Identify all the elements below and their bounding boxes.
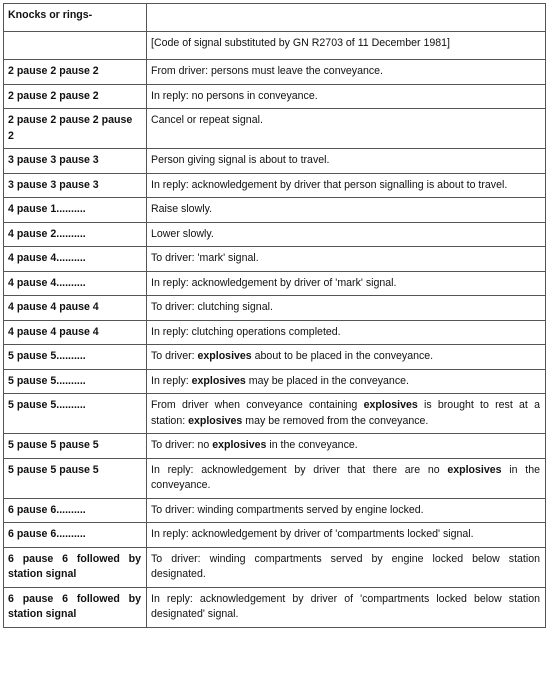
meaning-text: In reply: acknowledgement by driver that there are no [151, 463, 448, 476]
emphasized-term: explosives [191, 374, 246, 387]
knocks-cell: 5 pause 5.......... [4, 345, 147, 370]
table-row [4, 296, 546, 321]
meaning-text: In reply: clutching operations completed. [151, 325, 341, 338]
meaning-cell [147, 547, 546, 587]
knocks-cell: 4 pause 1.......... [4, 198, 147, 223]
meaning-cell [147, 271, 546, 296]
knocks-cell: 5 pause 5 pause 5 [4, 458, 147, 498]
table-row [4, 523, 546, 548]
knocks-cell: 4 pause 4 pause 4 [4, 320, 147, 345]
knocks-cell: 4 pause 4.......... [4, 271, 147, 296]
meaning-text: in the conveyance. [266, 439, 358, 451]
meaning-text: about to be placed in the conveyance. [251, 350, 434, 362]
meaning-cell [147, 587, 546, 627]
meaning-cell [147, 394, 546, 434]
table-row [4, 320, 546, 345]
emphasized-term: explosives [197, 350, 252, 362]
knocks-cell: 6 pause 6.......... [4, 523, 147, 548]
emphasized-term: explosives [212, 439, 267, 451]
amendment-note: [Code of signal substituted by GN R2703 of 11 December 1981] [147, 32, 546, 60]
emphasized-term: explosives [188, 414, 243, 427]
meaning-cell [147, 84, 546, 109]
table-row [4, 345, 546, 370]
meaning-text: To driver: winding compartments served by engine locked below station designated. [151, 552, 540, 580]
note-empty-cell [4, 32, 147, 60]
meaning-text: may be placed in the conveyance. [245, 374, 409, 387]
column-header-knocks: Knocks or rings- [4, 4, 147, 32]
knocks-cell: 6 pause 6.......... [4, 498, 147, 523]
meaning-cell [147, 60, 546, 85]
emphasized-term: explosives [447, 463, 502, 476]
table-row [4, 434, 546, 459]
meaning-cell [147, 173, 546, 198]
meaning-text: Cancel or repeat signal. [151, 114, 263, 126]
table-row [4, 498, 546, 523]
meaning-text: Lower slowly. [151, 227, 214, 240]
knocks-cell: 3 pause 3 pause 3 [4, 149, 147, 174]
meaning-cell [147, 198, 546, 223]
table-row [4, 60, 546, 85]
signal-code-table [3, 3, 546, 628]
knocks-cell: 5 pause 5.......... [4, 369, 147, 394]
meaning-cell [147, 109, 546, 149]
table-row [4, 198, 546, 223]
meaning-text: To driver: clutching signal. [151, 301, 273, 313]
column-header-meaning [147, 4, 546, 32]
table-row [4, 222, 546, 247]
knocks-cell: 2 pause 2 pause 2 [4, 84, 147, 109]
meaning-cell [147, 149, 546, 174]
meaning-cell [147, 434, 546, 459]
knocks-cell: 6 pause 6 followed by station signal [4, 587, 147, 627]
table-body [4, 32, 546, 628]
meaning-text: In reply: no persons in conveyance. [151, 89, 318, 102]
knocks-cell: 5 pause 5.......... [4, 394, 147, 434]
meaning-text: Person giving signal is about to travel. [151, 154, 330, 166]
meaning-text: In reply: acknowledgement by driver of 'compartments locked below station designated' signal. [151, 592, 540, 620]
table-row [4, 587, 546, 627]
meaning-text: To driver: 'mark' signal. [151, 252, 259, 264]
meaning-cell [147, 498, 546, 523]
meaning-cell [147, 523, 546, 548]
knocks-cell: 4 pause 2.......... [4, 222, 147, 247]
knocks-cell: 4 pause 4.......... [4, 247, 147, 272]
meaning-cell [147, 369, 546, 394]
emphasized-term: explosives [363, 399, 418, 411]
meaning-cell [147, 458, 546, 498]
knocks-cell: 2 pause 2 pause 2 [4, 60, 147, 85]
table-row [4, 84, 546, 109]
table-row [4, 149, 546, 174]
table-row [4, 271, 546, 296]
knocks-cell: 4 pause 4 pause 4 [4, 296, 147, 321]
meaning-text: In reply: acknowledgement by driver of 'mark' signal. [151, 276, 397, 289]
meaning-cell [147, 296, 546, 321]
table-row [4, 247, 546, 272]
knocks-cell: 6 pause 6 followed by station signal [4, 547, 147, 587]
meaning-text: Raise slowly. [151, 203, 213, 215]
note-row [4, 32, 546, 60]
table-row [4, 109, 546, 149]
meaning-text: To driver: [151, 350, 198, 362]
table-row [4, 173, 546, 198]
table-header-row [4, 4, 546, 32]
table-row [4, 458, 546, 498]
table-row [4, 394, 546, 434]
knocks-cell: 5 pause 5 pause 5 [4, 434, 147, 459]
meaning-text: is brought to rest at a station: [151, 399, 540, 427]
meaning-text: In reply: acknowledgement by driver that person signalling is about to travel. [151, 178, 508, 191]
meaning-text: In reply: [151, 374, 192, 387]
meaning-cell [147, 247, 546, 272]
knocks-cell: 3 pause 3 pause 3 [4, 173, 147, 198]
meaning-cell [147, 345, 546, 370]
meaning-text: From driver when conveyance containing [151, 399, 364, 411]
meaning-text: in the conveyance. [151, 463, 540, 491]
meaning-cell [147, 222, 546, 247]
table-row [4, 369, 546, 394]
meaning-cell [147, 320, 546, 345]
meaning-text: In reply: acknowledgement by driver of 'compartments locked' signal. [151, 528, 474, 540]
knocks-cell: 2 pause 2 pause 2 pause 2 [4, 109, 147, 149]
meaning-text: To driver: winding compartments served by engine locked. [151, 503, 424, 516]
meaning-text: may be removed from the conveyance. [242, 414, 429, 427]
table-row [4, 547, 546, 587]
meaning-text: From driver: persons must leave the conveyance. [151, 65, 383, 77]
meaning-text: To driver: no [151, 439, 213, 451]
